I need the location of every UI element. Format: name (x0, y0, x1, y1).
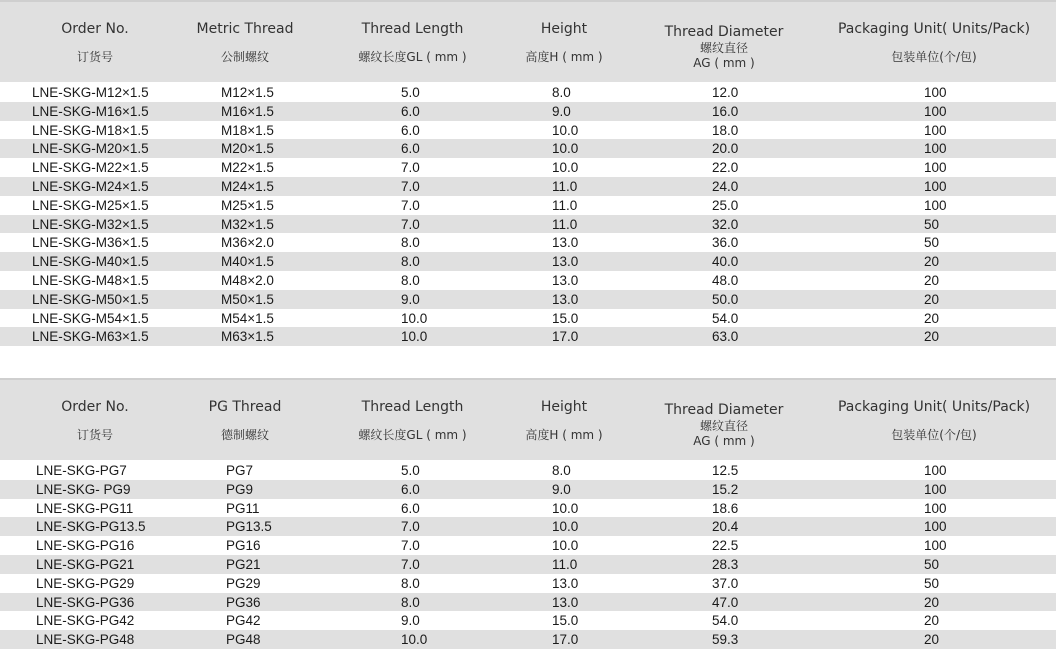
order-no-cell: LNE-SKG-M54×1.5 (32, 310, 149, 326)
order-no-cell: LNE-SKG-PG13.5 (36, 519, 146, 535)
height-cell: 13.0 (552, 575, 579, 591)
col-packaging-label-cn: 包装单位(个/包) (891, 50, 977, 64)
thread-cell: PG29 (226, 575, 261, 591)
thread-length-cell: 7.0 (401, 519, 420, 535)
thread-cell: M16×1.5 (221, 103, 274, 119)
col-pg-thread-label: PG Thread (208, 399, 282, 415)
thread-cell: M24×1.5 (221, 178, 274, 194)
thread-length-cell: 9.0 (401, 613, 420, 629)
thread-cell: M36×2.0 (221, 235, 274, 251)
col-height-label-cn: 高度H ( mm ) (525, 428, 603, 442)
thread-diameter-cell: 54.0 (712, 613, 739, 629)
thread-diameter-cell: 47.0 (712, 594, 739, 610)
col-packaging (834, 2, 1034, 84)
table-row (0, 158, 1056, 177)
col-height-label: Height (540, 21, 588, 37)
thread-diameter-cell: 22.0 (712, 160, 739, 176)
thread-diameter-cell: 12.0 (712, 85, 739, 100)
height-cell: 17.0 (552, 632, 579, 648)
order-no-cell: LNE-SKG-M18×1.5 (32, 122, 149, 138)
thread-diameter-cell: 50.0 (712, 291, 739, 307)
table-row (0, 215, 1056, 234)
thread-length-cell: 5.0 (401, 463, 420, 478)
thread-length-cell: 6.0 (401, 103, 420, 119)
order-no-cell: LNE-SKG-PG48 (36, 632, 135, 648)
table-row (0, 461, 1056, 480)
packaging-cell: 100 (924, 141, 947, 157)
height-cell: 10.0 (552, 538, 579, 554)
thread-diameter-cell: 40.0 (712, 254, 739, 270)
thread-diameter-cell: 16.0 (712, 103, 739, 119)
order-no-cell: LNE-SKG-PG11 (36, 500, 134, 516)
height-cell: 13.0 (552, 254, 579, 270)
height-cell: 11.0 (552, 216, 578, 232)
order-no-cell: LNE-SKG-M48×1.5 (32, 272, 149, 288)
table-row (0, 309, 1056, 328)
col-order-no (45, 2, 145, 84)
thread-cell: PG42 (226, 613, 261, 629)
col-thread-diameter-label-cn (658, 41, 790, 71)
packaging-cell: 100 (924, 122, 947, 138)
packaging-cell: 50 (924, 216, 940, 232)
height-cell: 9.0 (552, 481, 571, 497)
col-thread-diameter-label-cn-2: AG ( mm ) (693, 56, 755, 70)
col-thread-diameter-label-cn-2: AG ( mm ) (693, 434, 755, 448)
thread-length-cell: 8.0 (401, 594, 420, 610)
thread-diameter-cell: 20.4 (712, 519, 739, 535)
packaging-cell: 20 (924, 310, 940, 326)
thread-length-cell: 7.0 (401, 178, 420, 194)
packaging-cell: 100 (924, 463, 947, 478)
thread-length-cell: 8.0 (401, 575, 420, 591)
packaging-cell: 50 (924, 575, 940, 591)
pg-table-body (0, 460, 1056, 649)
thread-length-cell: 10.0 (401, 329, 428, 345)
packaging-cell: 100 (924, 519, 947, 535)
thread-length-cell: 5.0 (401, 85, 420, 100)
thread-cell: PG48 (226, 632, 261, 648)
packaging-cell: 20 (924, 632, 940, 648)
table-row (0, 480, 1056, 499)
metric-table-body (0, 82, 1056, 346)
table-row (0, 290, 1056, 309)
thread-cell: M32×1.5 (221, 216, 274, 232)
table-header (0, 378, 1056, 460)
col-metric-thread-label: Metric Thread (196, 21, 294, 37)
thread-cell: M20×1.5 (221, 141, 274, 157)
packaging-cell: 100 (924, 538, 947, 554)
col-order-no-label-cn: 订货号 (76, 50, 113, 64)
col-pg-thread-label-cn: 德制螺纹 (220, 428, 269, 442)
table-row (0, 139, 1056, 158)
packaging-cell: 20 (924, 594, 940, 610)
order-no-cell: LNE-SKG-PG21 (36, 556, 135, 572)
thread-diameter-cell: 15.2 (712, 481, 739, 497)
col-thread-diameter-label: Thread Diameter (664, 24, 784, 40)
height-cell: 10.0 (552, 122, 579, 138)
thread-diameter-cell: 36.0 (712, 235, 739, 251)
col-order-no-label: Order No. (61, 399, 129, 415)
thread-cell: PG11 (226, 500, 260, 516)
col-order-no-label: Order No. (61, 21, 129, 37)
table-row (0, 630, 1056, 649)
order-no-cell: LNE-SKG-M25×1.5 (32, 197, 149, 213)
packaging-cell: 100 (924, 197, 947, 213)
height-cell: 10.0 (552, 519, 579, 535)
height-cell: 13.0 (552, 594, 579, 610)
col-thread-length (350, 380, 475, 462)
table-row (0, 517, 1056, 536)
thread-diameter-cell: 54.0 (712, 310, 739, 326)
thread-cell: PG16 (226, 538, 261, 554)
table-row (0, 102, 1056, 121)
col-thread-diameter-label-cn (658, 419, 790, 449)
packaging-cell: 100 (924, 500, 947, 516)
packaging-cell: 20 (924, 613, 940, 629)
thread-length-cell: 10.0 (401, 632, 428, 648)
thread-cell: PG21 (226, 556, 261, 572)
table-row (0, 233, 1056, 252)
order-no-cell: LNE-SKG-M20×1.5 (32, 141, 149, 157)
table-row (0, 252, 1056, 271)
packaging-cell: 100 (924, 85, 947, 100)
col-height-label-cn: 高度H ( mm ) (525, 50, 603, 64)
col-packaging-label-cn: 包装单位(个/包) (891, 428, 977, 442)
thread-cell: M48×2.0 (221, 272, 274, 288)
height-cell: 11.0 (552, 556, 578, 572)
height-cell: 15.0 (552, 310, 579, 326)
col-thread-diameter-label-cn-1: 螺纹直径 (699, 419, 748, 433)
order-no-cell: LNE-SKG- PG9 (36, 481, 131, 497)
order-no-cell: LNE-SKG-M40×1.5 (32, 254, 149, 270)
table-header (0, 0, 1056, 82)
table-row (0, 499, 1056, 518)
height-cell: 10.0 (552, 160, 579, 176)
thread-diameter-cell: 20.0 (712, 141, 739, 157)
packaging-cell: 50 (924, 556, 940, 572)
col-order-no-label-cn: 订货号 (76, 428, 113, 442)
thread-diameter-cell: 63.0 (712, 329, 739, 345)
thread-cell: M50×1.5 (221, 291, 274, 307)
table-row (0, 574, 1056, 593)
col-thread-length-label: Thread Length (361, 21, 464, 37)
thread-cell: M18×1.5 (221, 122, 274, 138)
height-cell: 13.0 (552, 272, 579, 288)
col-thread-diameter-label: Thread Diameter (664, 402, 784, 418)
order-no-cell: LNE-SKG-PG36 (36, 594, 135, 610)
thread-diameter-cell: 25.0 (712, 197, 739, 213)
packaging-cell: 50 (924, 235, 940, 251)
thread-diameter-cell: 32.0 (712, 216, 739, 232)
table-row (0, 121, 1056, 140)
thread-cell: M12×1.5 (221, 85, 274, 100)
thread-length-cell: 10.0 (401, 310, 428, 326)
packaging-cell: 20 (924, 254, 940, 270)
thread-diameter-cell: 48.0 (712, 272, 739, 288)
thread-diameter-cell: 18.6 (712, 500, 739, 516)
order-no-cell: LNE-SKG-M63×1.5 (32, 329, 149, 345)
height-cell: 10.0 (552, 141, 579, 157)
col-thread-length-label-cn: 螺纹长度GL ( mm ) (358, 50, 467, 64)
col-height (515, 2, 613, 84)
thread-length-cell: 6.0 (401, 122, 420, 138)
thread-cell: M22×1.5 (221, 160, 274, 176)
thread-length-cell: 7.0 (401, 556, 420, 572)
thread-length-cell: 8.0 (401, 272, 420, 288)
thread-length-cell: 7.0 (401, 538, 420, 554)
table-row (0, 177, 1056, 196)
order-no-cell: LNE-SKG-M22×1.5 (32, 160, 149, 176)
packaging-cell: 100 (924, 160, 947, 176)
packaging-cell: 20 (924, 291, 940, 307)
thread-cell: PG9 (226, 481, 254, 497)
thread-length-cell: 9.0 (401, 291, 420, 307)
thread-diameter-cell: 24.0 (712, 178, 739, 194)
thread-cell: PG7 (226, 463, 254, 478)
thread-cell: PG13.5 (226, 519, 272, 535)
thread-cell: PG36 (226, 594, 261, 610)
col-thread-diameter-label-cn-1: 螺纹直径 (699, 41, 748, 55)
thread-length-cell: 8.0 (401, 235, 420, 251)
col-height (515, 380, 613, 462)
col-packaging-label: Packaging Unit( Units/Pack) (837, 399, 1031, 415)
thread-length-cell: 6.0 (401, 481, 420, 497)
thread-length-cell: 6.0 (401, 500, 420, 516)
table-row (0, 327, 1056, 346)
thread-diameter-cell: 37.0 (712, 575, 739, 591)
table-row (0, 271, 1056, 290)
thread-diameter-cell: 12.5 (712, 463, 739, 478)
height-cell: 17.0 (552, 329, 579, 345)
height-cell: 13.0 (552, 235, 579, 251)
thread-diameter-cell: 22.5 (712, 538, 739, 554)
thread-cell: M54×1.5 (221, 310, 274, 326)
col-packaging-label: Packaging Unit( Units/Pack) (837, 21, 1031, 37)
packaging-cell: 20 (924, 329, 940, 345)
order-no-cell: LNE-SKG-M16×1.5 (32, 103, 149, 119)
table-row (0, 555, 1056, 574)
thread-cell: M40×1.5 (221, 254, 274, 270)
order-no-cell: LNE-SKG-M36×1.5 (32, 235, 149, 251)
height-cell: 8.0 (552, 463, 571, 478)
col-thread-length-label-cn: 螺纹长度GL ( mm ) (358, 428, 467, 442)
thread-cell: M63×1.5 (221, 329, 274, 345)
thread-length-cell: 7.0 (401, 197, 420, 213)
table-row (0, 593, 1056, 612)
order-no-cell: LNE-SKG-PG7 (36, 463, 127, 478)
col-thread-diameter (658, 2, 790, 84)
thread-cell: M25×1.5 (221, 197, 274, 213)
table-row (0, 196, 1056, 215)
col-order-no (45, 380, 145, 462)
height-cell: 11.0 (552, 197, 578, 213)
height-cell: 15.0 (552, 613, 579, 629)
height-cell: 8.0 (552, 85, 571, 100)
col-thread-length (350, 2, 475, 84)
col-metric-thread (190, 2, 300, 84)
col-packaging (834, 380, 1034, 462)
height-cell: 13.0 (552, 291, 579, 307)
thread-length-cell: 8.0 (401, 254, 420, 270)
pg-thread-table (0, 378, 1056, 649)
order-no-cell: LNE-SKG-M12×1.5 (32, 85, 149, 100)
table-row (0, 536, 1056, 555)
order-no-cell: LNE-SKG-PG29 (36, 575, 135, 591)
thread-length-cell: 6.0 (401, 141, 420, 157)
height-cell: 11.0 (552, 178, 578, 194)
packaging-cell: 100 (924, 178, 947, 194)
order-no-cell: LNE-SKG-M24×1.5 (32, 178, 149, 194)
table-row (0, 611, 1056, 630)
col-thread-diameter (658, 380, 790, 462)
col-pg-thread (190, 380, 300, 462)
thread-diameter-cell: 59.3 (712, 632, 739, 648)
height-cell: 10.0 (552, 500, 579, 516)
height-cell: 9.0 (552, 103, 571, 119)
packaging-cell: 20 (924, 272, 940, 288)
packaging-cell: 100 (924, 481, 947, 497)
table-row (0, 83, 1056, 102)
order-no-cell: LNE-SKG-PG16 (36, 538, 135, 554)
thread-length-cell: 7.0 (401, 160, 420, 176)
thread-diameter-cell: 18.0 (712, 122, 739, 138)
col-height-label: Height (540, 399, 588, 415)
col-metric-thread-label-cn: 公制螺纹 (220, 50, 269, 64)
order-no-cell: LNE-SKG-M32×1.5 (32, 216, 149, 232)
thread-length-cell: 7.0 (401, 216, 420, 232)
order-no-cell: LNE-SKG-PG42 (36, 613, 135, 629)
thread-diameter-cell: 28.3 (712, 556, 739, 572)
order-no-cell: LNE-SKG-M50×1.5 (32, 291, 149, 307)
packaging-cell: 100 (924, 103, 947, 119)
col-thread-length-label: Thread Length (361, 399, 464, 415)
